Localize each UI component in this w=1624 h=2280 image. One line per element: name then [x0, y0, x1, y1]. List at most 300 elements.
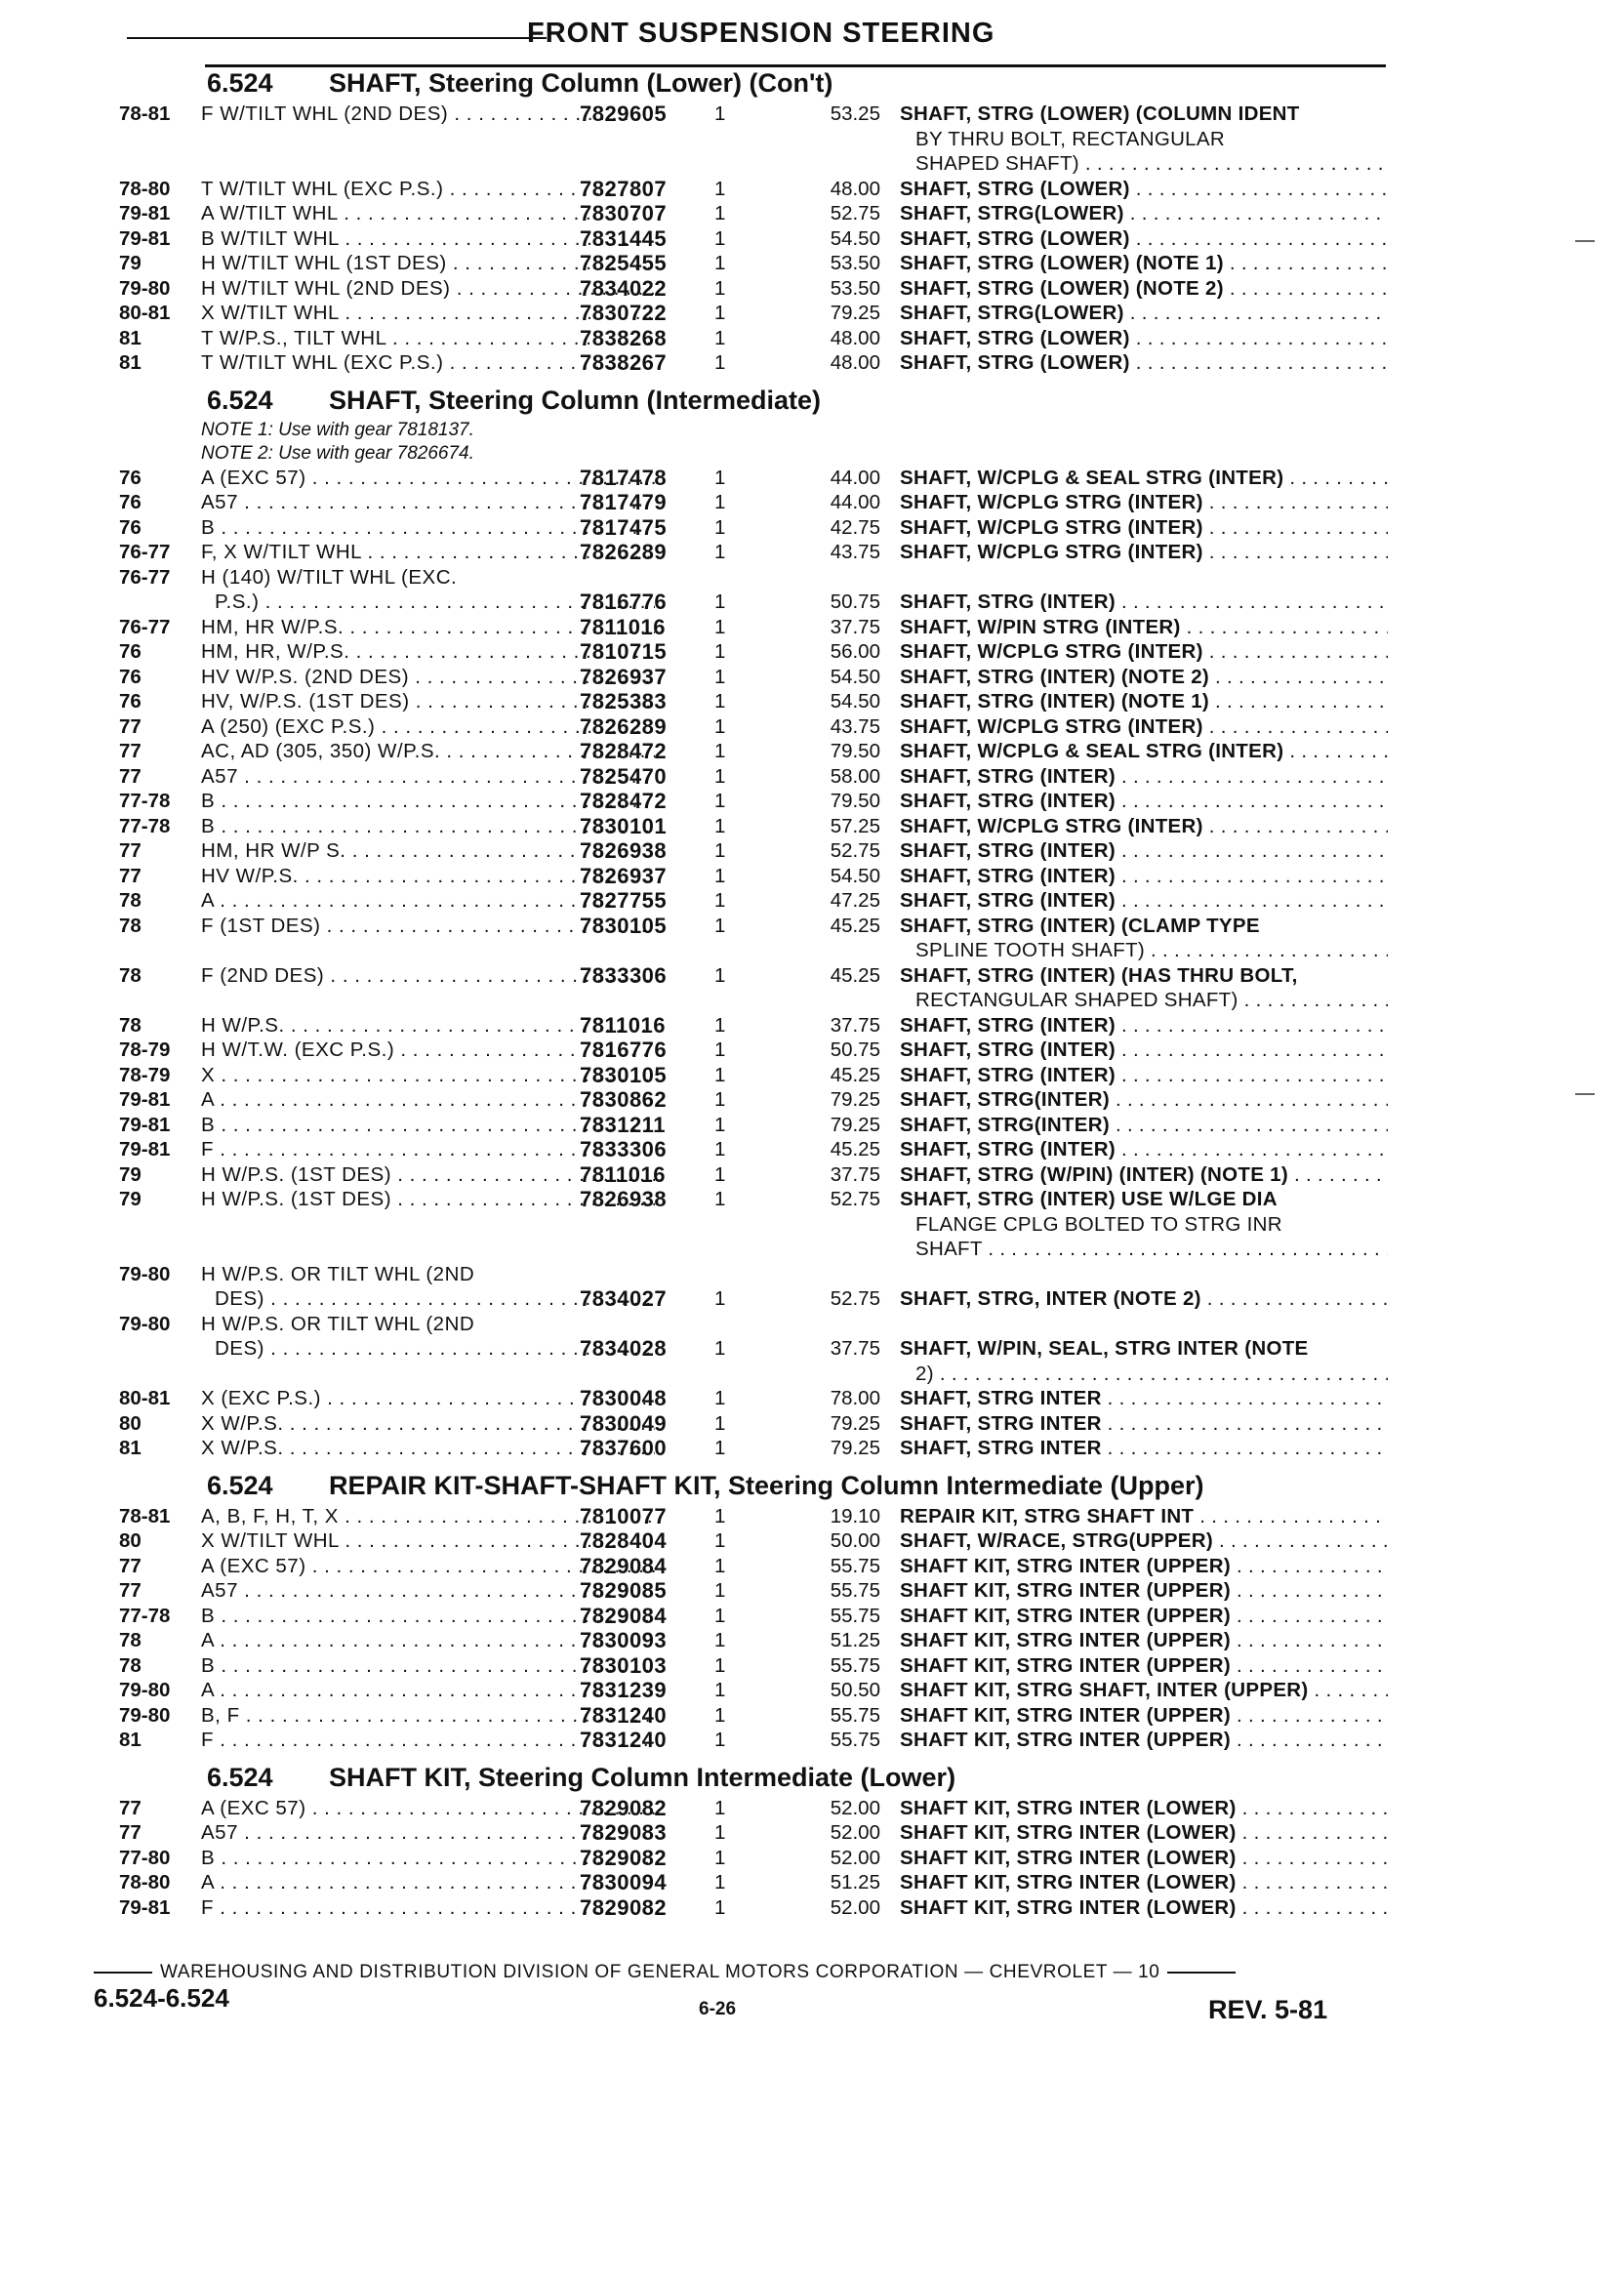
description-text: SHAFT, STRG INTER . . . [900, 1436, 1388, 1461]
application-text: T W/P.S., TILT WHL [201, 326, 386, 349]
application-text: A [201, 889, 215, 912]
part-number: 7829082 [580, 1845, 668, 1870]
table-row [119, 301, 1378, 326]
application-text: A57 [201, 764, 238, 788]
description-text: SHAFT KIT, STRG INTER (LOWER) . . . [900, 1870, 1388, 1895]
table-row [119, 102, 1378, 177]
price: 51.25 [830, 1629, 880, 1651]
quantity: 1 [714, 1629, 726, 1651]
application-text: AC, AD (305, 350) W/P.S. [201, 740, 441, 762]
model-years: 78-80 [119, 177, 171, 200]
price: 37.75 [830, 1162, 880, 1186]
model-years: 76 [119, 690, 142, 712]
quantity: 1 [714, 226, 726, 250]
price: 79.50 [830, 740, 880, 762]
description [900, 615, 1388, 640]
model-years: 79-80 [119, 1262, 171, 1285]
application-text-cont: DES) [215, 1337, 264, 1360]
description [900, 515, 1388, 541]
description-text: SHAFT, STRG (LOWER) . . . [900, 350, 1388, 376]
price: 50.00 [830, 1529, 880, 1552]
description [900, 1386, 1388, 1411]
price: 52.00 [830, 1895, 880, 1919]
description [900, 590, 1388, 615]
application-text: A [201, 1871, 215, 1893]
model-years: 77 [119, 1554, 142, 1577]
description [900, 251, 1388, 276]
table-row [119, 764, 1378, 790]
application-line [201, 565, 655, 590]
part-number: 7829085 [580, 1578, 668, 1603]
description [900, 226, 1388, 252]
description-text: SHAFT, STRG (INTER) . . . [900, 838, 1388, 864]
catalog-section [119, 1759, 1378, 1921]
part-number: 7838268 [580, 325, 668, 350]
application-text: X [201, 1063, 216, 1086]
description [900, 276, 1388, 302]
part-number: 7834022 [580, 275, 668, 301]
application-text: F [201, 1138, 215, 1160]
section-title [119, 1467, 1378, 1504]
price: 54.50 [830, 864, 880, 887]
description-text-cont: FLANGE CPLG BOLTED TO STRG INR [915, 1212, 1282, 1236]
part-number: 7826937 [580, 664, 668, 689]
description-text: SHAFT KIT, STRG INTER (LOWER) . . . [900, 1846, 1388, 1871]
quantity: 1 [714, 740, 726, 762]
price: 50.50 [830, 1679, 880, 1701]
model-years: 78 [119, 1653, 142, 1677]
quantity: 1 [714, 351, 726, 374]
quantity: 1 [714, 102, 726, 125]
description [900, 1628, 1388, 1653]
parts-catalog [119, 59, 1378, 1920]
description-text: SHAFT, W/PIN, SEAL, STRG INTER (NOTE [900, 1337, 1309, 1360]
price: 58.00 [830, 764, 880, 788]
part-number: 7810715 [580, 639, 668, 664]
part-number: 7811016 [580, 1161, 666, 1187]
description [900, 639, 1388, 665]
model-years: 80-81 [119, 302, 171, 324]
table-row [119, 914, 1378, 963]
price: 57.25 [830, 814, 880, 837]
application-text: A [201, 1629, 215, 1651]
part-number: 7826289 [580, 540, 668, 564]
application-text: A, B, F, H, T, X [201, 1504, 339, 1527]
section-number: 6.524 [207, 385, 273, 415]
part-number: 7810077 [580, 1503, 668, 1528]
description-text: SHAFT, STRG (INTER) . . . [900, 1137, 1388, 1162]
table-row [119, 1087, 1378, 1113]
part-number: 7831240 [580, 1702, 668, 1728]
price: 79.25 [830, 302, 880, 324]
footer-division: WAREHOUSING AND DISTRIBUTION DIVISION OF GENERAL MOTORS CORPORATION — CHEVROLET — 10 [160, 1962, 1160, 1982]
section-title-text: REPAIR KIT-SHAFT-SHAFT KIT, Steering Column Intermediate (Upper) [329, 1470, 1204, 1500]
description [900, 326, 1388, 351]
table-row [119, 1162, 1378, 1188]
description-text: SHAFT, W/CPLG STRG (INTER) . . . [900, 639, 1388, 665]
part-number: 7830722 [580, 301, 668, 325]
description-text: SHAFT, STRG(INTER) . . . [900, 1113, 1388, 1138]
application-text: A (250) (EXC P.S.) [201, 714, 376, 738]
quantity: 1 [714, 202, 726, 224]
quantity: 1 [714, 466, 726, 489]
description [900, 789, 1388, 814]
description-text: SHAFT, STRG(INTER) . . . [900, 1087, 1388, 1113]
table-row [119, 615, 1378, 640]
table-row [119, 1504, 1378, 1529]
part-number: 7838267 [580, 350, 668, 375]
model-years: 77 [119, 864, 142, 887]
application-text: B, F [201, 1703, 240, 1727]
quantity: 1 [714, 1895, 726, 1919]
quantity: 1 [714, 541, 726, 563]
section-title-text: SHAFT KIT, Steering Column Intermediate (Lower) [329, 1762, 956, 1792]
part-number: 7829084 [580, 1553, 668, 1578]
description-text: SHAFT, STRG (INTER) . . . [900, 1063, 1388, 1088]
part-number: 7825455 [580, 251, 668, 275]
application-text: A57 [201, 1821, 238, 1844]
part-number: 7826938 [580, 1187, 668, 1211]
part-number: 7830105 [580, 1062, 668, 1087]
table-row [119, 1528, 1378, 1554]
model-years: 79 [119, 1162, 142, 1186]
description-text: SHAFT, STRG (LOWER) . . . [900, 226, 1388, 252]
quantity: 1 [714, 1437, 726, 1459]
model-years: 77-80 [119, 1846, 171, 1869]
model-years: 78 [119, 963, 142, 987]
part-number: 7828404 [580, 1528, 668, 1553]
description-text: SHAFT, W/CPLG STRG (INTER) . . . [900, 515, 1388, 541]
table-row [119, 888, 1378, 914]
description-text: SHAFT, STRG (W/PIN) (INTER) (NOTE 1) . . . [900, 1162, 1388, 1188]
description [900, 1087, 1388, 1113]
application-text: T W/TILT WHL (EXC P.S.) [201, 351, 444, 374]
part-number: 7834027 [580, 1286, 668, 1311]
application-text: A (EXC 57) [201, 1796, 306, 1819]
part-number: 7833306 [580, 1137, 668, 1161]
description [900, 1113, 1388, 1138]
table-row [119, 515, 1378, 541]
description [900, 1436, 1388, 1461]
description-text: SHAFT, W/CPLG & SEAL STRG (INTER) . . . [900, 466, 1388, 491]
table-row [119, 276, 1378, 302]
part-number: 7831240 [580, 1728, 668, 1752]
part-number: 7826289 [580, 713, 668, 739]
application-text: F, X W/TILT WHL [201, 541, 362, 563]
part-number: 7811016 [580, 614, 666, 639]
table-row [119, 1187, 1378, 1262]
table-row [119, 739, 1378, 764]
price: 55.75 [830, 1554, 880, 1577]
description-text: SHAFT, STRG (INTER) . . . [900, 1013, 1388, 1038]
quantity: 1 [714, 1088, 726, 1111]
description [900, 301, 1388, 326]
description-text: SHAFT, W/CPLG STRG (INTER) . . . [900, 490, 1388, 515]
description-text-cont: BY THRU BOLT, RECTANGULAR [915, 127, 1225, 150]
table-row [119, 1728, 1378, 1753]
description [900, 814, 1388, 839]
quantity: 1 [714, 1287, 726, 1310]
model-years: 77 [119, 1821, 142, 1844]
table-row [119, 639, 1378, 665]
application-text: B [201, 814, 216, 837]
part-number: 7830862 [580, 1087, 668, 1112]
price: 79.25 [830, 1088, 880, 1111]
description-text: SHAFT KIT, STRG INTER (UPPER) . . . [900, 1604, 1388, 1629]
quantity: 1 [714, 640, 726, 663]
price: 79.50 [830, 790, 880, 812]
price: 48.00 [830, 326, 880, 349]
price: 52.75 [830, 1188, 880, 1210]
description-text-cont: RECTANGULAR SHAPED SHAFT) . . . [900, 988, 1388, 1013]
description-text: SHAFT, STRG, INTER (NOTE 2) . . . [900, 1286, 1388, 1312]
description [900, 1653, 1388, 1679]
application-text: A W/TILT WHL [201, 202, 339, 224]
description-text: SHAFT KIT, STRG INTER (LOWER) . . . [900, 1820, 1388, 1846]
price: 79.25 [830, 1411, 880, 1435]
description-text: SHAFT KIT, STRG INTER (LOWER) . . . [900, 1796, 1388, 1821]
application-text: HM, HR W/P.S. [201, 615, 345, 638]
application-text: X W/TILT WHL [201, 1529, 340, 1552]
model-years: 80-81 [119, 1387, 171, 1409]
application-text: X W/P.S. [201, 1411, 284, 1435]
part-number: 7829083 [580, 1820, 668, 1845]
description [900, 1820, 1388, 1846]
application-text: B [201, 1653, 216, 1677]
price: 54.50 [830, 226, 880, 250]
description-text: SHAFT KIT, STRG INTER (UPPER) . . . [900, 1578, 1388, 1604]
part-number: 7834028 [580, 1336, 668, 1361]
description-text: SHAFT, STRG (INTER) . . . [900, 590, 1388, 615]
table-row [119, 838, 1378, 864]
application-text: HV, W/P.S. (1ST DES) [201, 690, 410, 712]
application-text-cont: P.S.) [215, 590, 260, 613]
model-years: 78 [119, 914, 142, 937]
model-years: 77 [119, 1579, 142, 1602]
model-years: 81 [119, 1729, 142, 1751]
description [900, 1846, 1388, 1871]
model-years: 79 [119, 252, 142, 274]
table-row [119, 1678, 1378, 1703]
price: 52.75 [830, 1287, 880, 1310]
description [900, 838, 1388, 864]
description [900, 665, 1388, 690]
description [900, 1013, 1388, 1038]
application-text: F [201, 1729, 215, 1751]
description-text: SHAFT, W/CPLG STRG (INTER) . . . [900, 714, 1388, 740]
description-text: SHAFT, STRG (LOWER) . . . [900, 177, 1388, 202]
price: 45.25 [830, 914, 880, 937]
description-text: SHAFT KIT, STRG SHAFT, INTER (UPPER) . . . [900, 1678, 1388, 1703]
model-years: 79-81 [119, 1895, 171, 1919]
part-number: 7830103 [580, 1652, 668, 1678]
table-row [119, 466, 1378, 491]
table-row [119, 1137, 1378, 1162]
application-text: HV W/P.S. (2ND DES) [201, 665, 410, 688]
description-text: SHAFT KIT, STRG INTER (UPPER) . . . [900, 1703, 1388, 1729]
section-title-text: SHAFT, Steering Column (Intermediate) [329, 385, 822, 415]
part-number: 7816776 [580, 1038, 668, 1062]
description-text: SHAFT KIT, STRG INTER (UPPER) . . . [900, 1728, 1388, 1753]
description [900, 1411, 1388, 1437]
application-text: B [201, 1604, 216, 1627]
table-row [119, 1411, 1378, 1437]
description-text: SHAFT, STRG (INTER) . . . [900, 888, 1388, 914]
price: 78.00 [830, 1387, 880, 1409]
model-years: 76 [119, 515, 142, 539]
table-row [119, 251, 1378, 276]
header-rule-top [127, 37, 547, 39]
description-text: SHAFT, STRG(LOWER) . . . [900, 201, 1388, 226]
model-years: 80 [119, 1529, 142, 1552]
model-years: 79-81 [119, 1088, 171, 1111]
application-text: A [201, 1679, 215, 1701]
description [900, 102, 1388, 177]
quantity: 1 [714, 690, 726, 712]
quantity: 1 [714, 790, 726, 812]
application-text: F [201, 1895, 215, 1919]
description-text: SHAFT, STRG (LOWER) (COLUMN IDENT [900, 102, 1300, 125]
description [900, 1554, 1388, 1579]
quantity: 1 [714, 1729, 726, 1751]
application-text: H W/P.S. (1ST DES) [201, 1188, 392, 1210]
price: 19.10 [830, 1504, 880, 1527]
quantity: 1 [714, 1411, 726, 1435]
description [900, 1038, 1388, 1063]
price: 48.00 [830, 351, 880, 374]
description [900, 1604, 1388, 1629]
part-number: 7829084 [580, 1603, 668, 1628]
table-row [119, 789, 1378, 814]
price: 52.75 [830, 839, 880, 862]
section-note: NOTE 1: Use with gear 7818137. [201, 419, 474, 440]
quantity: 1 [714, 1604, 726, 1627]
quantity: 1 [714, 302, 726, 324]
description [900, 490, 1388, 515]
application-text: A57 [201, 1579, 238, 1602]
description-text: SHAFT, W/PIN STRG (INTER) . . . [900, 615, 1388, 640]
table-row [119, 665, 1378, 690]
section-number: 6.524 [207, 1470, 273, 1500]
part-number: 7833306 [580, 962, 668, 988]
quantity: 1 [714, 615, 726, 638]
part-number: 7817475 [580, 514, 668, 540]
application-text: X W/P.S. [201, 1437, 284, 1459]
price: 37.75 [830, 1013, 880, 1037]
model-years: 76 [119, 665, 142, 688]
description [900, 714, 1388, 740]
part-number: 7829082 [580, 1795, 668, 1820]
part-number: 7828472 [580, 739, 668, 763]
quantity: 1 [714, 1579, 726, 1602]
model-years: 79-81 [119, 202, 171, 224]
description [900, 1063, 1388, 1088]
quantity: 1 [714, 1113, 726, 1136]
quantity: 1 [714, 326, 726, 349]
description [900, 888, 1388, 914]
quantity: 1 [714, 665, 726, 688]
table-row [119, 689, 1378, 714]
price: 53.50 [830, 276, 880, 300]
price: 45.25 [830, 963, 880, 987]
model-years: 79-81 [119, 1138, 171, 1160]
description-text: SHAFT, STRG INTER . . . [900, 1411, 1388, 1437]
model-years: 78 [119, 1013, 142, 1037]
model-years: 79-81 [119, 226, 171, 250]
application-text: X W/TILT WHL [201, 302, 340, 324]
catalog-section [119, 382, 1378, 1461]
table-row [119, 1628, 1378, 1653]
model-years: 77 [119, 764, 142, 788]
table-row [119, 1895, 1378, 1921]
price: 54.50 [830, 665, 880, 688]
table-row [119, 1653, 1378, 1679]
description-text: SHAFT, STRG (INTER) (NOTE 1) . . . [900, 689, 1388, 714]
description-text: SHAFT, STRG (LOWER) (NOTE 2) . . . [900, 276, 1388, 302]
model-years: 79-80 [119, 1679, 171, 1701]
application-text: F (2ND DES) [201, 963, 325, 987]
price: 55.75 [830, 1729, 880, 1751]
model-years: 78 [119, 889, 142, 912]
description-text: SHAFT, STRG (LOWER) (NOTE 1) . . . [900, 251, 1388, 276]
description-text: SHAFT, STRG (INTER) (HAS THRU BOLT, [900, 963, 1298, 987]
quantity: 1 [714, 764, 726, 788]
description-text-cont: SHAFT . . . [900, 1237, 1388, 1262]
model-years: 78 [119, 1629, 142, 1651]
description-text-cont: SPLINE TOOTH SHAFT) . . . [900, 938, 1388, 963]
description-text: SHAFT, STRG (INTER) . . . [900, 1038, 1388, 1063]
footer-page-number: 6-26 [699, 1999, 737, 2019]
table-row [119, 1870, 1378, 1895]
model-years: 78-79 [119, 1063, 171, 1086]
quantity: 1 [714, 1387, 726, 1409]
description-text: SHAFT, STRG (INTER) USE W/LGE DIA [900, 1188, 1278, 1210]
part-number: 7826938 [580, 838, 668, 863]
quantity: 1 [714, 814, 726, 837]
part-number: 7827755 [580, 888, 668, 913]
application-text: H (140) W/TILT WHL (EXC. [201, 565, 458, 589]
model-years: 76 [119, 640, 142, 663]
price: 54.50 [830, 690, 880, 712]
description [900, 1870, 1388, 1895]
part-number: 7817478 [580, 465, 668, 490]
application-line [201, 1262, 655, 1287]
model-years: 78-80 [119, 1871, 171, 1893]
description-text: SHAFT, STRG (INTER) . . . [900, 864, 1388, 889]
quantity: 1 [714, 491, 726, 513]
quantity: 1 [714, 839, 726, 862]
description [900, 1528, 1388, 1554]
description-text: SHAFT, STRG (LOWER) . . . [900, 326, 1388, 351]
table-row [119, 1820, 1378, 1846]
model-years: 78-81 [119, 102, 171, 125]
application-text: B W/TILT WHL [201, 226, 340, 250]
description [900, 689, 1388, 714]
description-text: SHAFT KIT, STRG INTER (UPPER) . . . [900, 1653, 1388, 1679]
price: 42.75 [830, 515, 880, 539]
part-number: 7826937 [580, 863, 668, 888]
quantity: 1 [714, 1653, 726, 1677]
description [900, 466, 1388, 491]
application-text: A (EXC 57) [201, 466, 306, 489]
description-text: SHAFT KIT, STRG INTER (LOWER) . . . [900, 1895, 1388, 1921]
price: 55.75 [830, 1579, 880, 1602]
model-years: 76-77 [119, 565, 171, 589]
table-row [119, 326, 1378, 351]
model-years: 81 [119, 1437, 142, 1459]
application-text: HM, HR, W/P.S. [201, 640, 350, 663]
table-row [119, 565, 1378, 615]
